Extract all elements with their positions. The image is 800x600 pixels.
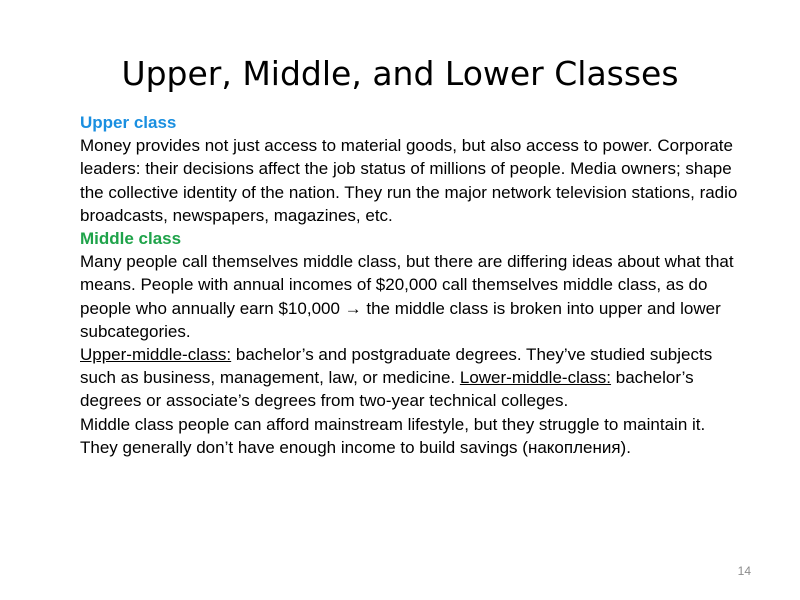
slide-title: Upper, Middle, and Lower Classes [121, 54, 679, 93]
middle-class-heading: Middle class [80, 229, 182, 249]
upper-class-heading: Upper class [80, 113, 177, 132]
upper-class-text: Money provides not just access to material goods, but also access to power. Corporate leaders: their decisions affect the job status of millions of people. Media owners; shape the collective identity of the nation. They run the major network television stations, radio broadcasts, newspapers, magazines, etc. [80, 136, 738, 225]
slide-body [80, 111, 740, 459]
middle-class-subcategories [80, 343, 740, 413]
middle-class-lifestyle-text: Middle class people can afford mainstream lifestyle, but they struggle to maintain it. They generally don’t have enough income to build savings (накопления). [80, 414, 706, 457]
lower-middle-class-term: Lower-middle-class: [459, 368, 612, 388]
lower-middle-class-text: bachelor’s degrees or associate’s degrees from two-year technical colleges. [80, 368, 694, 411]
upper-middle-class-text: bachelor’s and postgraduate degrees. They’ve studied subjects such as business, management, law, or medicine. [80, 345, 713, 388]
middle-class-intro-text: Many people call themselves middle class, but there are differing ideas about what that means. People with annual incomes of $20,000 call themselves middle class, as do people who annually earn $10,000 → the middle class is broken into upper and lower subcategories. [80, 252, 734, 341]
page-number: 14 [737, 564, 751, 578]
upper-middle-class-term: Upper-middle-class: [80, 345, 232, 365]
